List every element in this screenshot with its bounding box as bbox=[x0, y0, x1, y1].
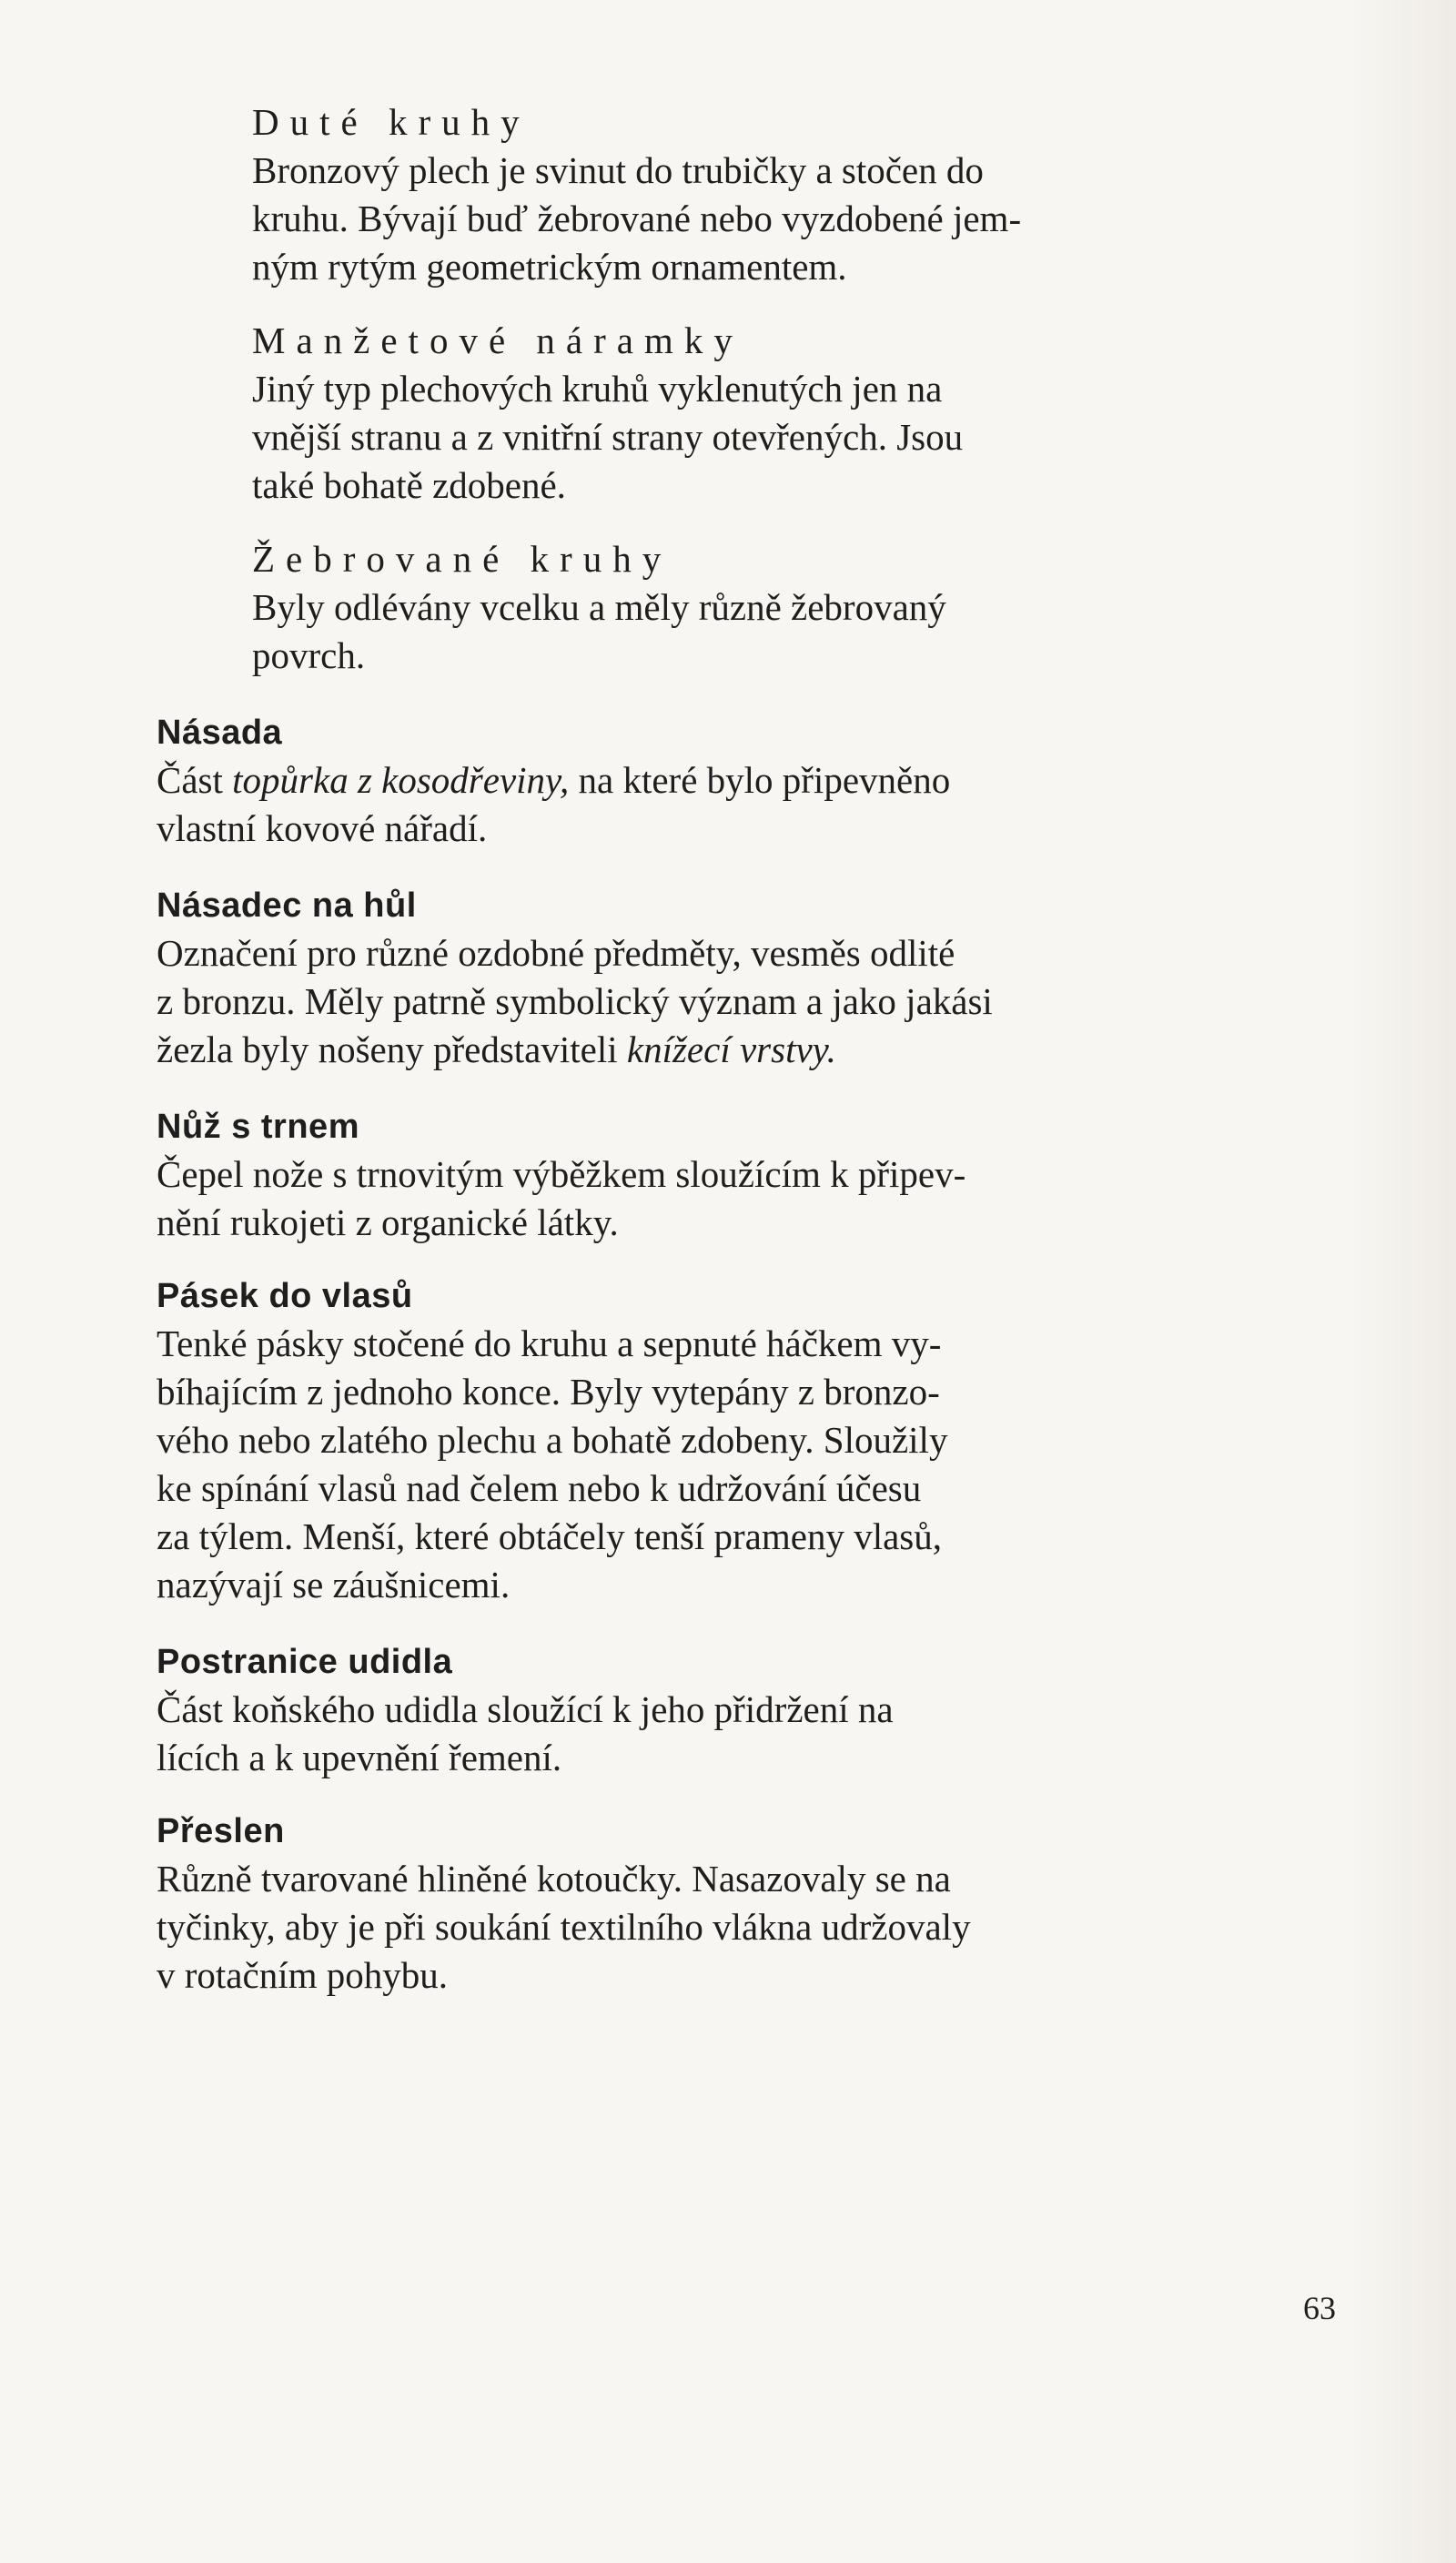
text-line: lících a k upevnění řemení. bbox=[157, 1737, 562, 1778]
subsection-title: Manžetové náramky bbox=[252, 319, 743, 361]
glossary-entry bbox=[157, 1638, 1349, 1782]
text-line: povrch. bbox=[252, 634, 366, 676]
text-line: v rotačním pohybu. bbox=[157, 1954, 448, 1996]
text-line: vnější stranu a z vnitřní strany otevřených. Jsou bbox=[252, 416, 964, 458]
entry-heading: Přeslen bbox=[157, 1812, 285, 1850]
text-line: ným rytým geometrickým ornamentem. bbox=[252, 246, 847, 288]
text-line: tyčinky, aby je při soukání textilního vlákna udržovaly bbox=[157, 1906, 971, 1948]
glossary-entry bbox=[157, 1103, 1349, 1247]
subsection-body bbox=[252, 583, 1349, 680]
page-edge-shadow bbox=[1347, 0, 1456, 2563]
subsection-title: Duté kruhy bbox=[252, 101, 531, 143]
entry-heading: Nůž s trnem bbox=[157, 1108, 359, 1146]
entry-heading: Násadec na hůl bbox=[157, 886, 417, 925]
glossary-entry bbox=[157, 1808, 1349, 2000]
glossary-entry bbox=[157, 882, 1349, 1074]
text-line: Část topůrka z kosodřeviny, na které bylo připevněno bbox=[157, 759, 951, 801]
glossary-entry bbox=[157, 1272, 1349, 1609]
text-line: bíhajícím z jednoho konce. Byly vytepány z bronzo- bbox=[157, 1371, 940, 1413]
text-line: vého nebo zlatého plechu a bohatě zdobeny. Sloužily bbox=[157, 1419, 948, 1461]
text-line: z bronzu. Měly patrně symbolický význam a jako jakási bbox=[157, 980, 993, 1022]
subsection-body bbox=[252, 147, 1349, 291]
page-number: 63 bbox=[1303, 2290, 1336, 2326]
italic-term: topůrka z kosodřeviny, bbox=[232, 759, 570, 801]
entry-heading: Postranice udidla bbox=[157, 1643, 453, 1681]
text-line: Jiný typ plechových kruhů vyklenutých jen na bbox=[252, 368, 943, 410]
text-line: kruhu. Bývají buď žebrované nebo vyzdobené jem- bbox=[252, 198, 1022, 239]
text-line: za týlem. Menší, které obtáčely tenší prameny vlasů, bbox=[157, 1515, 943, 1557]
entry-heading: Násada bbox=[157, 714, 283, 752]
text-line: ke spínání vlasů nad čelem nebo k udržování účesu bbox=[157, 1467, 922, 1509]
text-line: Čepel nože s trnovitým výběžkem sloužícím k připev- bbox=[157, 1153, 966, 1195]
text-line: Tenké pásky stočené do kruhu a sepnuté háčkem vy- bbox=[157, 1322, 942, 1364]
text-line: nazývají se záušnicemi. bbox=[157, 1564, 511, 1606]
text-line: Bronzový plech je svinut do trubičky a stočen do bbox=[252, 149, 984, 191]
glossary-text bbox=[157, 98, 1349, 2000]
text-line: Různě tvarované hliněné kotoučky. Nasazovaly se na bbox=[157, 1858, 951, 1899]
text-line: Část koňského udidla sloužící k jeho přidržení na bbox=[157, 1688, 894, 1730]
text-line: vlastní kovové nářadí. bbox=[157, 807, 488, 849]
italic-term: knížecí vrstvy. bbox=[626, 1028, 836, 1070]
text-line: žezla byly nošeny představiteli knížecí vrstvy. bbox=[157, 1028, 836, 1070]
text-line: Označení pro různé ozdobné předměty, vesměs odlité bbox=[157, 932, 956, 974]
text-line: také bohatě zdobené. bbox=[252, 464, 566, 506]
subsection-body bbox=[252, 365, 1349, 510]
entry-heading: Pásek do vlasů bbox=[157, 1277, 413, 1315]
glossary-entry bbox=[157, 709, 1349, 853]
subsection-title: Žebrované kruhy bbox=[252, 538, 672, 580]
text-line: nění rukojeti z organické látky. bbox=[157, 1201, 619, 1243]
text-line: Byly odlévány vcelku a měly různě žebrovaný bbox=[252, 586, 946, 628]
